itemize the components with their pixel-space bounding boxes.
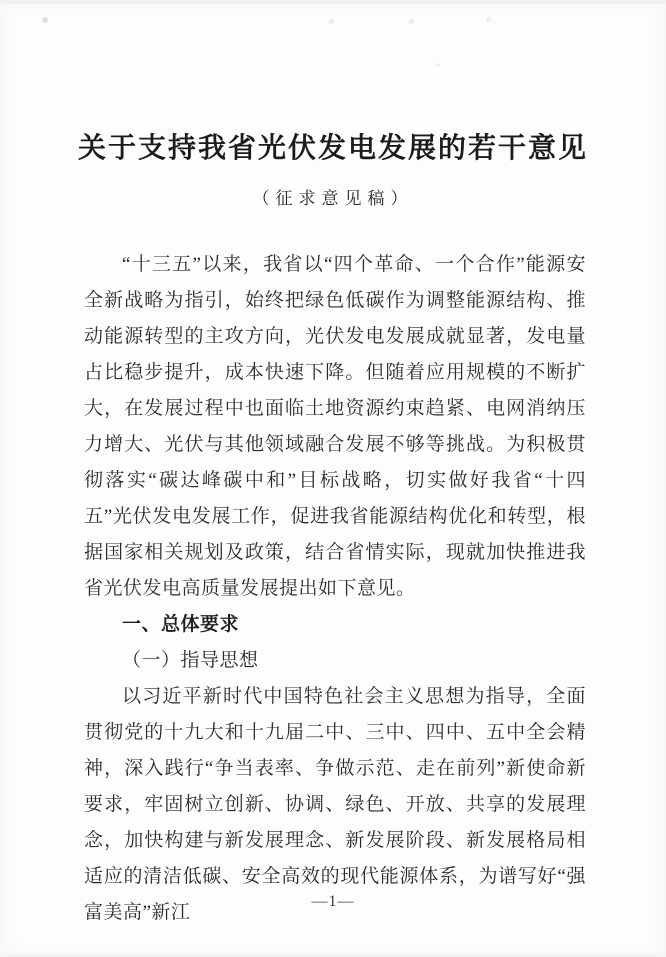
- scan-artifact: [436, 63, 440, 67]
- scan-artifact: [486, 17, 491, 22]
- paragraph-intro: “十三五”以来，我省以“四个革命、一个合作”能源安全新战略为指引，始终把绿色低碳作为调整能源结构、推动能源转型的主攻方向，光伏发电发展成就显著，发电量占比稳步提升，成本快速下降。但随着应用规模的不断扩大，在发展过程中也面临土地资源约束趋紧、电网消纳压力增大、光伏与其他领域融合发展不够等挑战。为积极贯彻落实“碳达峰碳中和”目标战略，切实做好我省“十四五”光伏发电发展工作，促进我省能源结构优化和转型，根据国家相关规划及政策，结合省情实际，现就加快推进我省光伏发电高质量发展提出如下意见。: [84, 254, 586, 599]
- scan-edge-top: [0, 0, 666, 4]
- document-title: 关于支持我省光伏发电发展的若干意见: [77, 133, 588, 164]
- document-subtitle: （征求意见稿）: [252, 189, 414, 208]
- document-body: [84, 247, 586, 931]
- scan-artifact: [409, 19, 414, 24]
- section-heading-general-requirements: 一、总体要求: [122, 614, 240, 635]
- paragraph-guiding-ideology: 以习近平新时代中国特色社会主义思想为指导，全面贯彻党的十九大和十九届二中、三中、四中、五中全会精神，深入践行“争当表率、争做示范、走在前列”新使命新要求，牢固树立创新、协调、绿色、开放、共享的发展理念，加快构建与新发展理念、新发展阶段、新发展格局相适应的清洁低碳、安全高效的现代能源体系，为谱写好“强富美高”新江: [84, 686, 586, 923]
- scan-artifact: [42, 17, 48, 23]
- scan-artifact: [329, 19, 334, 24]
- page-number: —1—: [311, 893, 355, 910]
- subsection-heading-guiding-ideology: （一）指导思想: [122, 650, 259, 671]
